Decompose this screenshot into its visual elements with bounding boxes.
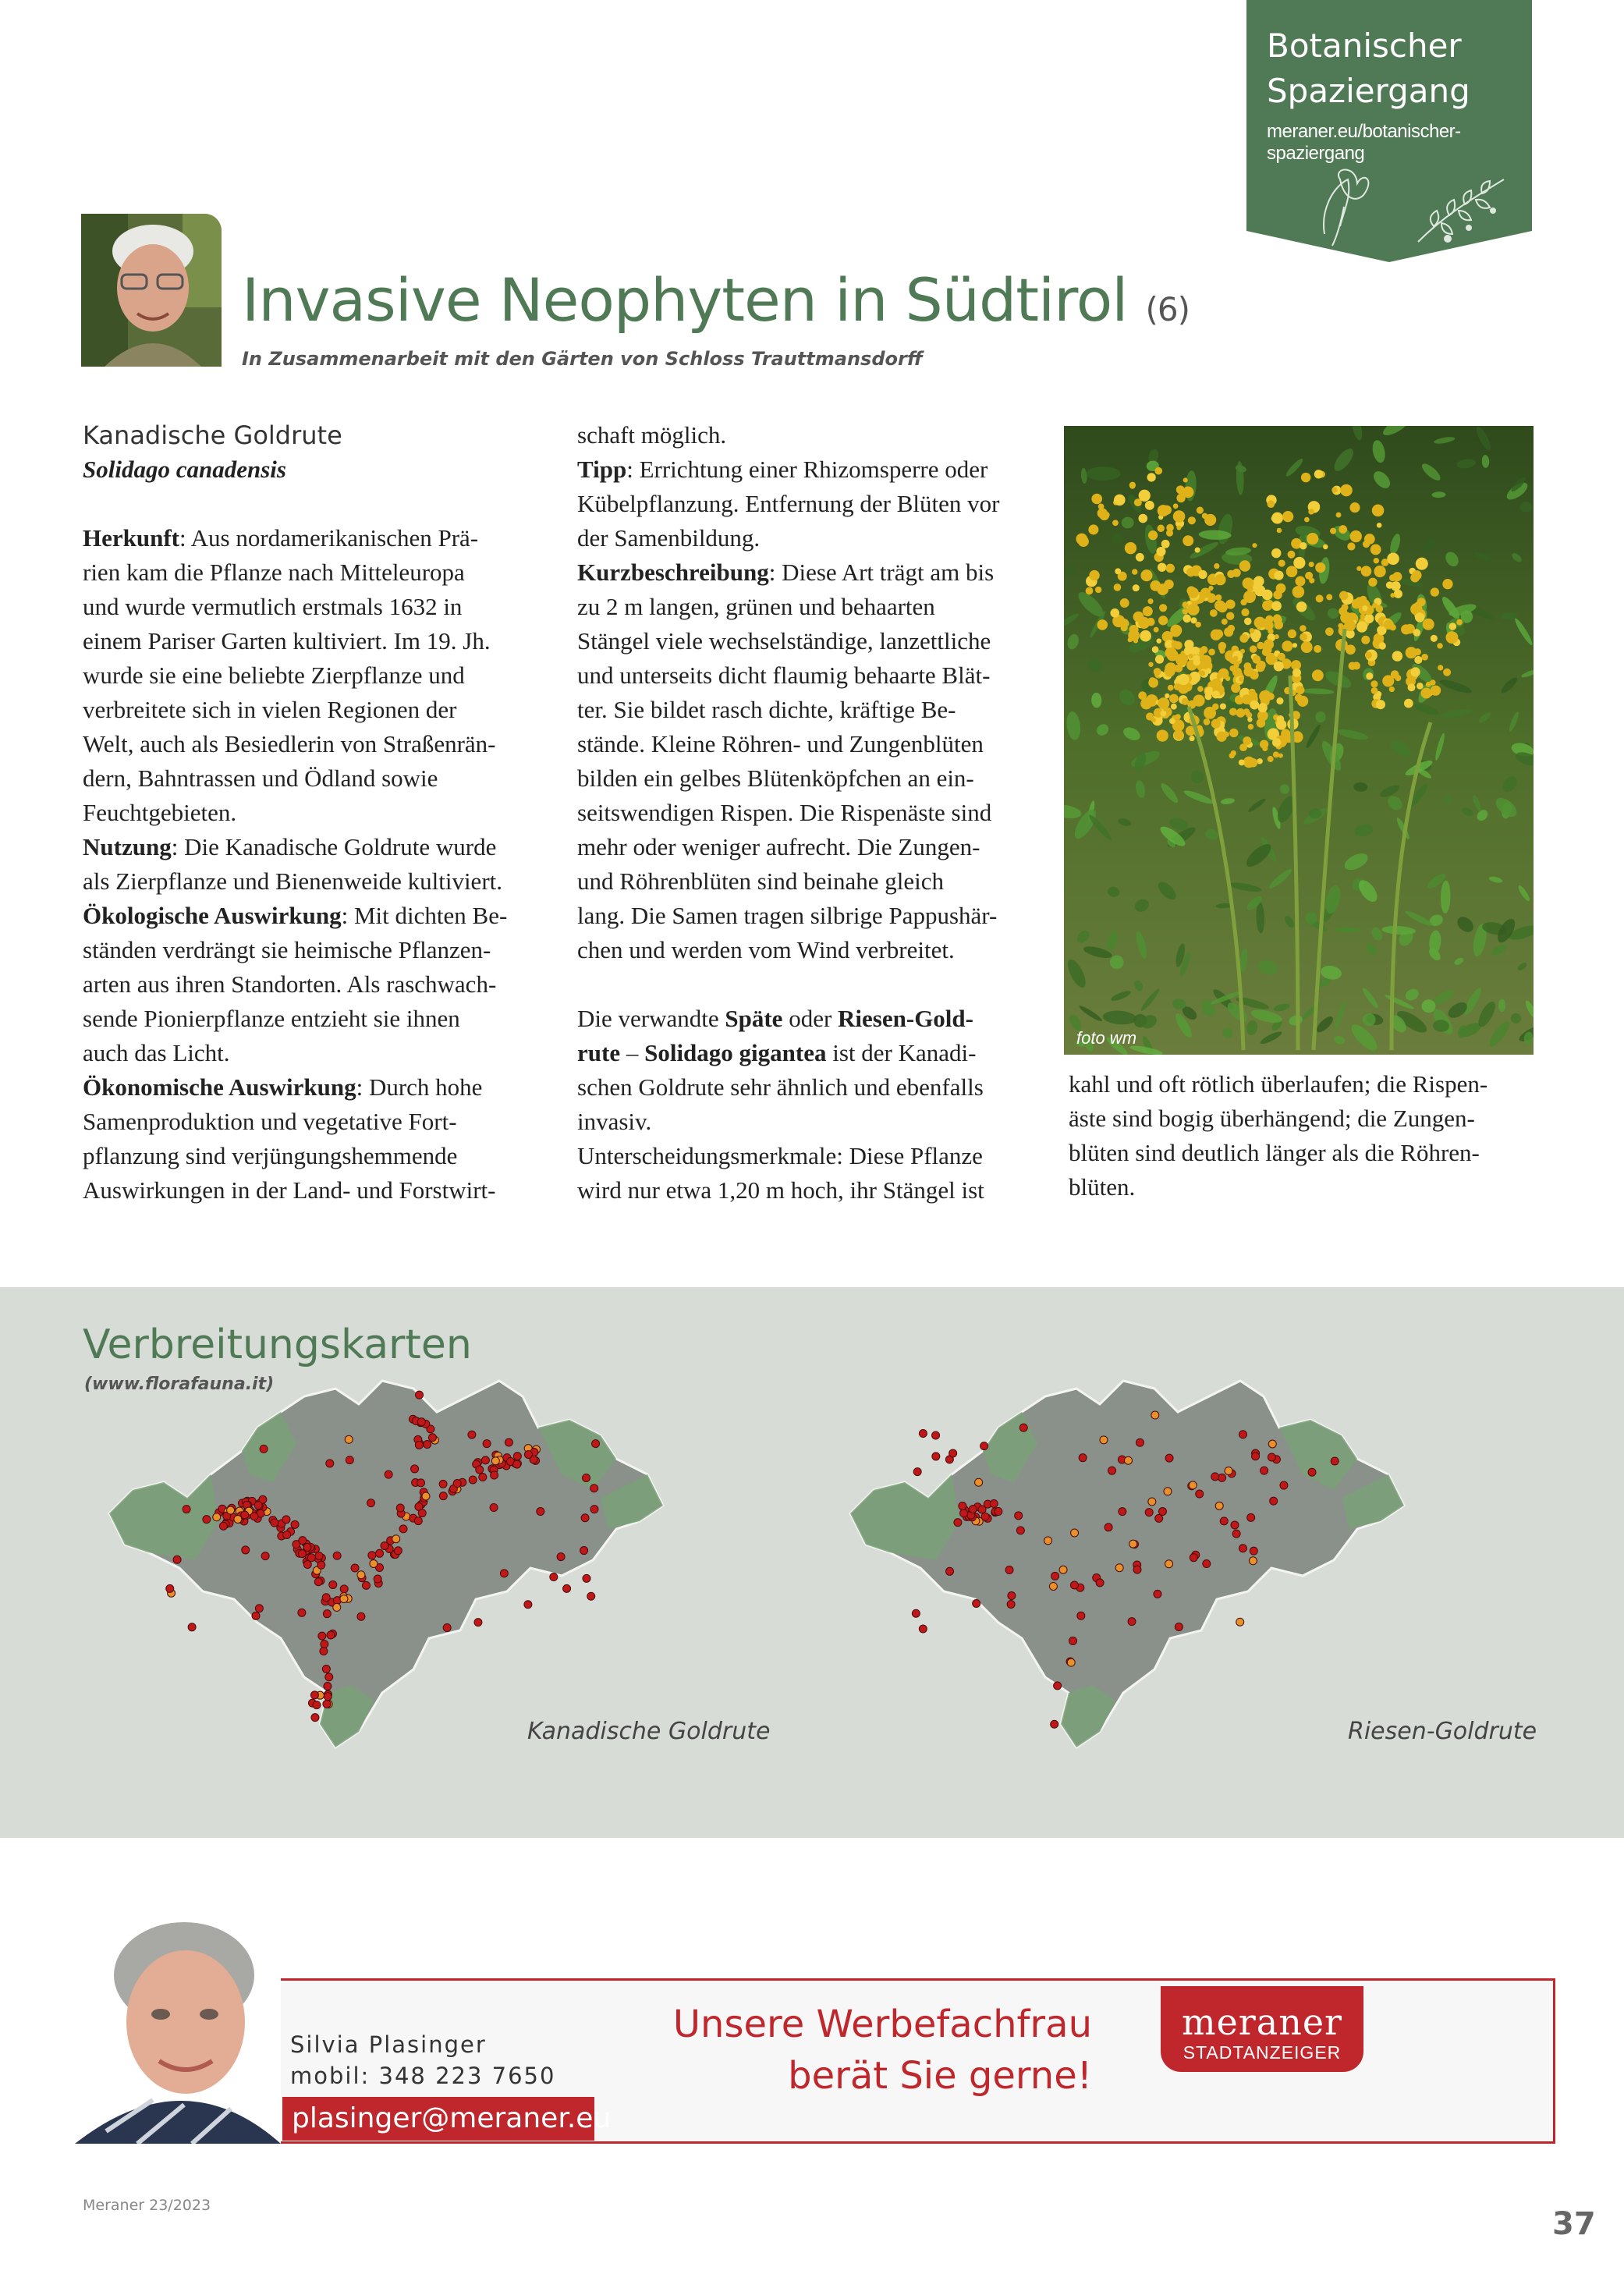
occurrence-dot [392, 1535, 400, 1543]
text-line: rien kam die Pflanze nach Mitteleuropa [83, 559, 465, 586]
occurrence-dot [476, 1466, 484, 1474]
occurrence-dot [973, 1600, 980, 1608]
occurrence-dot [1250, 1547, 1257, 1555]
occurrence-dot [1155, 1514, 1163, 1522]
sales-rep-email[interactable]: plasinger@meraner.eu [282, 2097, 594, 2141]
map-label-giant: Riesen-Goldrute [1348, 1718, 1537, 1745]
occurrence-dot [329, 1580, 337, 1588]
occurrence-dot [524, 1450, 532, 1458]
occurrence-dot [1270, 1497, 1278, 1505]
occurrence-dot [580, 1547, 588, 1555]
occurrence-dot [415, 1441, 423, 1449]
map-giant-goldenrod [819, 1365, 1537, 1755]
text-line: und unterseits dicht flaumig behaarte Blät- [577, 662, 991, 689]
occurrence-dot [1231, 1521, 1239, 1529]
occurrence-dot [1067, 1658, 1075, 1666]
occurrence-dot [1136, 1438, 1144, 1446]
occurrence-dot [1054, 1682, 1062, 1690]
text-line: Kübelpflanzung. Entfernung der Blüten vor [577, 490, 1000, 517]
occurrence-dot [590, 1506, 598, 1513]
occurrence-dot [990, 1500, 998, 1508]
occurrence-dot [310, 1691, 318, 1699]
occurrence-dot [298, 1609, 306, 1616]
text-line: auch das Licht. [83, 1039, 230, 1066]
column-1-text [83, 521, 551, 1208]
title-number: (6) [1145, 290, 1190, 328]
text-line: ter. Sie bildet rasch dichte, kräftige Be- [577, 696, 956, 723]
occurrence-dot [1070, 1581, 1078, 1589]
tab-title: Botanischer Spaziergang [1267, 27, 1470, 110]
ad-slogan: Unsere Werbefachfrau berät Sie gerne! [672, 2003, 1092, 2098]
text-line: invasiv. [577, 1108, 652, 1135]
occurrence-dot [396, 1504, 404, 1512]
occurrence-dot [1108, 1467, 1116, 1474]
occurrence-dot [1016, 1527, 1024, 1534]
distribution-maps-section [0, 1287, 1624, 1838]
occurrence-dot [513, 1453, 521, 1460]
occurrence-dot [439, 1492, 447, 1500]
occurrence-dot [1331, 1457, 1339, 1465]
flower-icon [1309, 164, 1512, 250]
tab-url: meraner.eu/botanischer-spaziergang [1267, 121, 1461, 164]
text-line: rute – Solidago gigantea ist der Kanadi- [577, 1039, 977, 1066]
occurrence-dot [385, 1470, 392, 1478]
occurrence-dot [481, 1456, 489, 1464]
occurrence-dot [321, 1641, 328, 1648]
occurrence-dot [173, 1556, 181, 1563]
occurrence-dot [322, 1666, 330, 1673]
occurrence-dot [1261, 1467, 1268, 1474]
occurrence-dot [1189, 1481, 1197, 1489]
occurrence-dot [362, 1581, 370, 1589]
text-line: ständen verdrängt sie heimische Pflanzen- [83, 936, 491, 963]
occurrence-dot [357, 1612, 365, 1620]
occurrence-dot [1225, 1467, 1232, 1474]
occurrence-dot [583, 1574, 590, 1582]
occurrence-dot [491, 1471, 498, 1479]
text-line: sende Pionierpflanze entzieht sie ihnen [83, 1005, 460, 1032]
occurrence-dot [1268, 1453, 1275, 1461]
occurrence-dot [203, 1516, 211, 1524]
occurrence-dot [912, 1609, 920, 1617]
occurrence-dot [919, 1429, 927, 1437]
occurrence-dot [980, 1442, 988, 1450]
occurrence-dot [1154, 1590, 1161, 1598]
occurrence-dot [537, 1507, 544, 1515]
occurrence-dot [1247, 1513, 1255, 1521]
goldenrod-photo [1064, 426, 1534, 1055]
occurrence-dot [1105, 1524, 1112, 1531]
occurrence-dot [592, 1440, 600, 1448]
occurrence-dot [1019, 1424, 1027, 1431]
occurrence-dot [1129, 1540, 1137, 1548]
occurrence-dot [1115, 1564, 1123, 1572]
occurrence-dot [469, 1476, 477, 1484]
occurrence-dot [1196, 1490, 1204, 1498]
text-line: schen Goldrute sehr ähnlich und ebenfalls [577, 1073, 984, 1101]
occurrence-dot [1071, 1529, 1079, 1537]
text-line: chen und werden vom Wind verbreitet. [577, 936, 955, 963]
occurrence-dot [1100, 1436, 1108, 1444]
occurrence-dot [340, 1595, 348, 1603]
occurrence-dot [307, 1554, 315, 1562]
occurrence-dot [351, 1564, 359, 1572]
text-line: Unterscheidungsmerkmale: Diese Pflanze [577, 1142, 983, 1169]
occurrence-dot [298, 1550, 306, 1558]
occurrence-dot [550, 1573, 558, 1581]
occurrence-dot [1096, 1579, 1104, 1587]
occurrence-dot [1239, 1545, 1246, 1552]
occurrence-dot [1079, 1454, 1087, 1462]
occurrence-dot [1044, 1537, 1052, 1545]
occurrence-dot [960, 1509, 968, 1517]
occurrence-dot [978, 1506, 986, 1513]
occurrence-dot [166, 1584, 174, 1592]
map-label-canadian: Kanadische Goldrute [527, 1718, 771, 1745]
text-line: zu 2 m langen, grünen und behaarten [577, 593, 935, 620]
occurrence-dot [188, 1623, 196, 1631]
occurrence-dot [291, 1520, 299, 1528]
occurrence-dot [981, 1513, 989, 1520]
occurrence-dot [324, 1683, 332, 1690]
occurrence-dot [1128, 1618, 1136, 1626]
occurrence-dot [283, 1531, 291, 1538]
occurrence-dot [1232, 1530, 1240, 1538]
article-heading: Kanadische Goldrute [83, 420, 342, 450]
occurrence-dot [1280, 1481, 1288, 1489]
occurrence-dot [327, 1631, 335, 1639]
occurrence-dot [428, 1434, 436, 1442]
occurrence-dot [252, 1612, 260, 1619]
occurrence-dot [417, 1418, 425, 1426]
occurrence-dot [1239, 1431, 1246, 1438]
occurrence-dot [490, 1504, 498, 1512]
occurrence-dot [919, 1625, 927, 1633]
occurrence-dot [1218, 1474, 1226, 1481]
occurrence-dot [320, 1648, 328, 1655]
occurrence-dot [422, 1492, 430, 1500]
occurrence-dot [932, 1453, 940, 1460]
occurrence-dot [325, 1673, 333, 1681]
article-column-2 [577, 418, 1045, 1208]
occurrence-dot [1165, 1454, 1173, 1462]
occurrence-dot [1005, 1566, 1013, 1574]
occurrence-dot [949, 1449, 957, 1457]
text-line: wird nur etwa 1,20 m hoch, ihr Stängel ist [577, 1176, 984, 1204]
occurrence-dot [255, 1605, 263, 1612]
occurrence-dot [1059, 1566, 1067, 1573]
occurrence-dot [975, 1478, 983, 1486]
occurrence-dot [303, 1543, 311, 1551]
text-line: Welt, auch als Besiedlerin von Straßenrän- [83, 730, 496, 757]
occurrence-dot [1236, 1618, 1244, 1626]
occurrence-dot [399, 1525, 407, 1533]
occurrence-dot [1190, 1554, 1197, 1562]
text-line: Auswirkungen in der Land- und Forstwirt- [83, 1176, 496, 1204]
occurrence-dot [1252, 1453, 1260, 1460]
occurrence-dot [333, 1603, 341, 1611]
maps-source: (www.florafauna.it) [84, 1375, 275, 1394]
occurrence-dot [483, 1440, 491, 1448]
text-line: bilden ein gelbes Blütenköpfchen an ein- [577, 764, 974, 792]
occurrence-dot [357, 1571, 365, 1579]
occurrence-dot [995, 1508, 1002, 1516]
text-line: mehr oder weniger aufrecht. Die Zungen- [577, 833, 980, 860]
occurrence-dot [587, 1592, 595, 1600]
occurrence-dot [183, 1506, 190, 1513]
occurrence-dot [254, 1502, 262, 1509]
text-line: einem Pariser Garten kultiviert. Im 19. Jh. [83, 627, 491, 655]
occurrence-dot [234, 1515, 242, 1523]
occurrence-dot [468, 1431, 476, 1438]
occurrence-dot [370, 1559, 378, 1567]
occurrence-dot [299, 1537, 307, 1545]
page-subtitle: In Zusammenarbeit mit den Gärten von Schloss Trauttmansdorff [242, 348, 923, 370]
occurrence-dot [1268, 1440, 1276, 1448]
occurrence-dot [227, 1506, 235, 1514]
occurrence-dot [241, 1511, 249, 1519]
text-line: schaft möglich. [577, 421, 727, 449]
text-line: blüten sind deutlich länger als die Röhren- [1069, 1139, 1480, 1166]
occurrence-dot [1007, 1600, 1015, 1608]
occurrence-dot [311, 1714, 319, 1722]
occurrence-dot [913, 1468, 921, 1476]
occurrence-dot [346, 1456, 353, 1464]
occurrence-dot [1069, 1637, 1077, 1644]
text-line: seitswendigen Rispen. Die Rispenäste sind [577, 799, 992, 826]
sales-rep-name: Silvia Plasinger [290, 2031, 487, 2058]
occurrence-dot [1203, 1560, 1211, 1568]
occurrence-dot [374, 1575, 381, 1583]
occurrence-dot [1151, 1411, 1159, 1419]
map-canadian-goldenrod [101, 1365, 772, 1755]
text-line: Ökologische Auswirkung: Mit dichten Be- [83, 902, 508, 929]
column-2-text [577, 418, 1045, 1208]
text-line: Nutzung: Die Kanadische Goldrute wurde [83, 833, 497, 860]
occurrence-dot [1148, 1498, 1156, 1506]
occurrence-dot [453, 1479, 461, 1487]
page-title: Invasive Neophyten in Südtirol (6) [242, 265, 1190, 335]
occurrence-dot [250, 1513, 258, 1520]
text-line: äste sind bogig überhängend; die Zungen- [1069, 1105, 1475, 1132]
occurrence-dot [1077, 1612, 1085, 1619]
maps-title: Verbreitungskarten [83, 1321, 472, 1368]
section-tab [1246, 0, 1532, 262]
text-line: Feuchtgebieten. [83, 799, 237, 826]
text-line: Samenproduktion und vegetative Fort- [83, 1108, 457, 1135]
occurrence-dot [1164, 1488, 1172, 1495]
occurrence-dot [368, 1552, 376, 1559]
occurrence-dot [417, 1479, 425, 1487]
occurrence-dot [513, 1460, 521, 1468]
occurrence-dot [954, 1519, 962, 1527]
occurrence-dot [261, 1552, 269, 1560]
text-line: blüten. [1069, 1173, 1136, 1201]
occurrence-dot [474, 1619, 482, 1626]
occurrence-dot [322, 1594, 330, 1602]
text-line: dern, Bahntrassen und Ödland sowie [83, 764, 438, 792]
occurrence-dot [524, 1601, 532, 1609]
text-line: lang. Die Samen tragen silbrige Pappushär- [577, 902, 998, 929]
occurrence-dot [1145, 1509, 1153, 1517]
occurrence-dot [376, 1549, 384, 1557]
occurrence-dot [500, 1570, 508, 1577]
occurrence-dot [1215, 1502, 1223, 1509]
occurrence-dot [1220, 1517, 1228, 1525]
occurrence-dot [443, 1623, 451, 1631]
occurrence-dot [1124, 1456, 1132, 1464]
occurrence-dot [418, 1509, 426, 1517]
occurrence-dot [333, 1552, 341, 1559]
text-line: Die verwandte Späte oder Riesen-Gold- [577, 1005, 973, 1032]
occurrence-dot [323, 1700, 331, 1708]
text-line: arten aus ihren Standorten. Als raschwach- [83, 970, 497, 998]
occurrence-dot [317, 1561, 325, 1569]
text-line: Ökonomische Auswirkung: Durch hohe [83, 1073, 483, 1101]
occurrence-dot [326, 1460, 334, 1467]
occurrence-dot [563, 1584, 571, 1592]
occurrence-dot [314, 1578, 322, 1586]
photo-credit: foto wm [1076, 1028, 1137, 1048]
text-line: und Röhrenblüten sind beinahe gleich [577, 867, 945, 895]
text-line: verbreitete sich in vielen Regionen der [83, 696, 457, 723]
text-line: Herkunft: Aus nordamerikanischen Prä- [83, 524, 479, 552]
text-line: der Samenbildung. [577, 524, 761, 552]
meraner-logo: meraner STADTANZEIGER [1161, 1986, 1363, 2072]
occurrence-dot [1175, 1623, 1183, 1631]
occurrence-dot [1008, 1592, 1016, 1600]
occurrence-dot [219, 1522, 227, 1530]
occurrence-dot [345, 1435, 353, 1443]
text-line: als Zierpflanze und Bienenweide kultiviert. [83, 867, 503, 895]
occurrence-dot [367, 1499, 375, 1507]
text-line: Kurzbeschreibung: Diese Art trägt am bis [577, 559, 995, 586]
occurrence-dot [969, 1506, 977, 1513]
occurrence-dot [479, 1474, 487, 1481]
text-line: Tipp: Errichtung einer Rhizomsperre oder [577, 456, 988, 483]
occurrence-dot [1249, 1557, 1257, 1565]
text-line: stände. Kleine Röhren- und Zungenblüten [577, 730, 984, 757]
occurrence-dot [340, 1585, 348, 1593]
occurrence-dot [416, 1391, 424, 1399]
sales-rep-phone[interactable]: mobil: 348 223 7650 [290, 2063, 556, 2089]
occurrence-dot [1049, 1582, 1057, 1590]
occurrence-dot [946, 1567, 954, 1575]
occurrence-dot [1158, 1507, 1166, 1515]
occurrence-dot [282, 1516, 290, 1524]
text-line: Stängel viele wechselständige, lanzettliche [577, 627, 991, 655]
occurrence-dot [1119, 1508, 1126, 1516]
text-line [577, 967, 1045, 1002]
occurrence-dot [1211, 1473, 1219, 1481]
occurrence-dot [1308, 1468, 1316, 1476]
page-number: 37 [1552, 2206, 1596, 2242]
occurrence-dot [315, 1552, 323, 1560]
occurrence-dot [242, 1546, 250, 1554]
text-line: wurde sie eine beliebte Zierpflanze und [83, 662, 465, 689]
occurrence-dot [260, 1445, 268, 1453]
occurrence-dot [932, 1431, 940, 1439]
occurrence-dot [271, 1519, 278, 1527]
occurrence-dot [313, 1701, 321, 1709]
occurrence-dot [1051, 1572, 1059, 1580]
issue-info: Meraner 23/2023 [83, 2197, 211, 2214]
occurrence-dot [959, 1502, 966, 1510]
occurrence-dot [411, 1465, 419, 1473]
occurrence-dot [1133, 1566, 1141, 1573]
text-line: und wurde vermutlich erstmals 1632 in [83, 593, 463, 620]
article-column-1 [83, 418, 551, 1208]
occurrence-dot [491, 1457, 499, 1465]
occurrence-dot [590, 1485, 598, 1492]
occurrence-dot [583, 1474, 590, 1481]
sales-rep-photo [75, 1913, 281, 2144]
text-line: pflanzung sind verjüngungshemmende [83, 1142, 458, 1169]
occurrence-dot [414, 1517, 422, 1525]
author-photo [81, 214, 222, 367]
occurrence-dot [213, 1513, 221, 1521]
occurrence-dot [323, 1610, 331, 1618]
column-3-text [1069, 1067, 1537, 1204]
occurrence-dot [394, 1547, 402, 1555]
occurrence-dot [439, 1480, 447, 1488]
occurrence-dot [324, 1693, 332, 1701]
occurrence-dot [318, 1632, 326, 1640]
species-name: Solidago canadensis [83, 456, 286, 483]
occurrence-dot [505, 1438, 512, 1446]
article-column-3 [1069, 1067, 1537, 1204]
occurrence-dot [1165, 1560, 1173, 1568]
occurrence-dot [1051, 1720, 1058, 1728]
occurrence-dot [557, 1553, 565, 1561]
occurrence-dot [581, 1514, 589, 1522]
text-line: kahl und oft rötlich überlaufen; die Rispen- [1069, 1070, 1488, 1098]
occurrence-dot [1015, 1512, 1023, 1520]
occurrence-dot [424, 1441, 431, 1449]
